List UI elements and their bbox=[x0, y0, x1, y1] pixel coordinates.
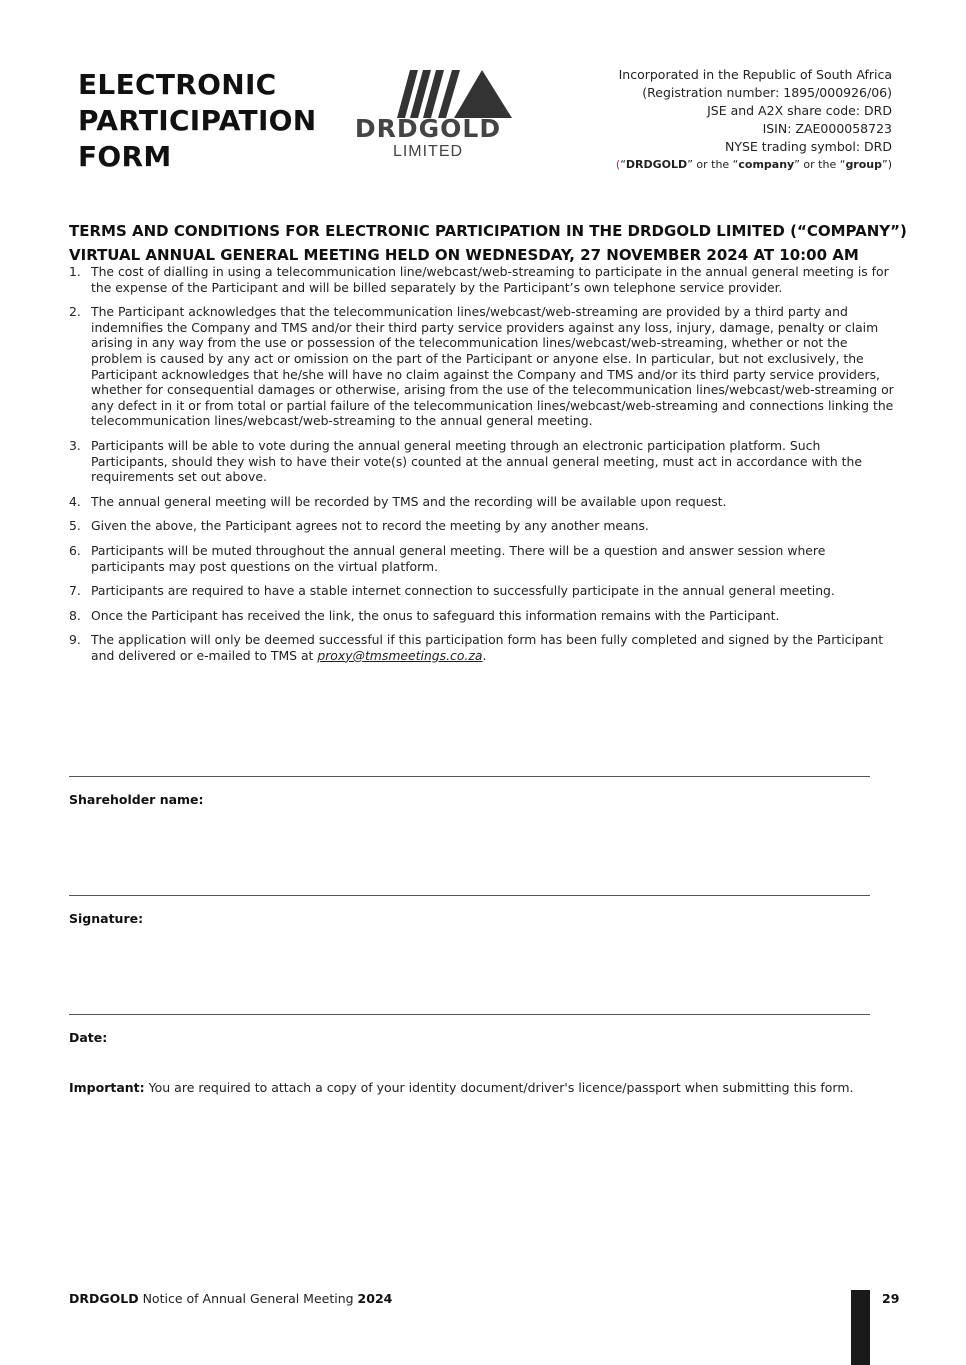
corporate-info bbox=[616, 66, 892, 174]
item-number: 6. bbox=[69, 542, 81, 558]
shareholder-name-line[interactable] bbox=[69, 776, 870, 777]
page-tab-bar bbox=[851, 1290, 870, 1365]
title-line-2: PARTICIPATION bbox=[78, 104, 317, 137]
list-item bbox=[69, 304, 899, 429]
item-text: The annual general meeting will be recorded by TMS and the recording will be available upon request. bbox=[91, 493, 727, 509]
date-label: Date: bbox=[69, 1030, 108, 1045]
corp-line-4: ISIN: ZAE000058723 bbox=[762, 121, 892, 136]
item-text: Given the above, the Participant agrees not to record the meeting by any another means. bbox=[91, 518, 649, 534]
list-item bbox=[69, 543, 899, 574]
terms-heading bbox=[69, 219, 907, 267]
page-number: 29 bbox=[882, 1291, 900, 1306]
email-link[interactable]: proxy@tmsmeetings.co.za bbox=[317, 647, 483, 663]
corp-line-5: NYSE trading symbol: DRD bbox=[725, 139, 892, 154]
quote-close: ” bbox=[882, 158, 888, 171]
footer-year: 2024 bbox=[357, 1291, 393, 1306]
item-text: Once the Participant has received the link, the onus to safeguard this information remains with the Participant. bbox=[91, 607, 780, 623]
terms-list bbox=[69, 264, 899, 672]
defined-term-group: group bbox=[845, 158, 882, 171]
footer-brand: DRDGOLD bbox=[69, 1291, 139, 1306]
list-item bbox=[69, 494, 899, 510]
important-label: Important: bbox=[69, 1080, 145, 1095]
item-number: 8. bbox=[69, 607, 81, 623]
or-the-1: ” or the “ bbox=[687, 158, 739, 171]
item-number: 4. bbox=[69, 493, 81, 509]
or-the-2: ” or the “ bbox=[794, 158, 846, 171]
item-text: Participants will be able to vote during the annual general meeting through an electronic participation platform. Such Participants, should they wish to have their vote(s) counted at the annual general meeting, must act in accordance with the requirements set out above. bbox=[91, 437, 863, 485]
terms-heading-line-2: VIRTUAL ANNUAL GENERAL MEETING HELD ON WEDNESDAY, 27 NOVEMBER 2024 AT 10:00 AM bbox=[69, 246, 859, 264]
item-text: Participants will be muted throughout the annual general meeting. There will be a question and answer session where participants may post questions on the virtual platform. bbox=[91, 542, 826, 574]
item-text: The cost of dialling in using a telecommunication line/webcast/web-streaming to participate in the annual general meeting is for the expense of the Participant and will be billed separately by the Participant’s own telephone service provider. bbox=[91, 264, 889, 295]
footer bbox=[69, 1291, 392, 1306]
important-text: You are required to attach a copy of your identity document/driver's licence/passport when submitting this form. bbox=[144, 1080, 854, 1095]
important-note bbox=[69, 1080, 854, 1095]
item-number: 3. bbox=[69, 437, 81, 453]
corp-line-3: JSE and A2X share code: DRD bbox=[707, 103, 892, 118]
item-number: 1. bbox=[69, 264, 81, 279]
item-number: 2. bbox=[69, 304, 81, 320]
corp-line-2: (Registration number: 1895/000926/06) bbox=[642, 85, 892, 100]
corp-line-6 bbox=[616, 156, 892, 174]
title-line-3: FORM bbox=[78, 140, 172, 173]
terms-heading-line-1: TERMS AND CONDITIONS FOR ELECTRONIC PARTICIPATION IN THE DRDGOLD LIMITED (“COMPANY”) bbox=[69, 222, 907, 240]
defined-term-company: company bbox=[738, 158, 795, 171]
shareholder-name-label: Shareholder name: bbox=[69, 792, 204, 807]
quote-open: “ bbox=[620, 158, 626, 171]
list-item bbox=[69, 518, 899, 534]
defined-term-drdgold: DRDGOLD bbox=[625, 158, 688, 171]
signature-line[interactable] bbox=[69, 895, 870, 896]
item-text: The Participant acknowledges that the telecommunication lines/webcast/web-streaming are provided by a third party and indemnifies the Company and TMS and/or their third party service providers against any loss, injury, damage, penalty or claim arising in any way from the use or possession of the telecommunication lines/webcast/web-streaming, whether or not the problem is caused by any act or omission on the part of the Participant or anyone else. In particular, but not exclusively, the Participant acknowledges that he/she will have no claim against the Company and TMS and/or its third party service providers, whether for consequential damages or otherwise, arising from the use of the telecommunication lines/webcast/web-streaming or any defect in it or from total or partial failure of the telecommunication lines/webcast/web-streaming and connections linking the telecommunication lines/webcast/web-streaming to the annual general meeting. bbox=[91, 304, 894, 429]
footer-doc: Notice of Annual General Meeting bbox=[138, 1291, 358, 1306]
item-text-end: . bbox=[482, 647, 487, 663]
item-number: 5. bbox=[69, 518, 81, 534]
close-paren: ) bbox=[887, 158, 892, 171]
signature-label: Signature: bbox=[69, 911, 144, 926]
list-item bbox=[69, 583, 899, 599]
item-number: 7. bbox=[69, 583, 81, 599]
item-text: The application will only be deemed successful if this participation form has been fully completed and signed by the Participant and delivered or e-mailed to TMS at bbox=[91, 632, 884, 663]
list-item bbox=[69, 264, 899, 295]
item-text: Participants are required to have a stable internet connection to successfully participate in the annual general meeting. bbox=[91, 583, 835, 599]
company-logo bbox=[340, 70, 516, 166]
page-title bbox=[78, 67, 317, 175]
title-line-1: ELECTRONIC bbox=[78, 68, 277, 101]
open-paren: ( bbox=[615, 158, 621, 171]
logo-subtext: LIMITED bbox=[392, 143, 464, 160]
list-item bbox=[69, 438, 899, 485]
date-line[interactable] bbox=[69, 1014, 870, 1015]
item-number: 9. bbox=[69, 632, 81, 648]
logo-mark-icon bbox=[394, 70, 514, 118]
list-item bbox=[69, 608, 899, 624]
corp-line-1: Incorporated in the Republic of South Africa bbox=[618, 67, 892, 82]
list-item bbox=[69, 632, 899, 663]
logo-wordmark: DRDGOLD bbox=[354, 114, 502, 143]
